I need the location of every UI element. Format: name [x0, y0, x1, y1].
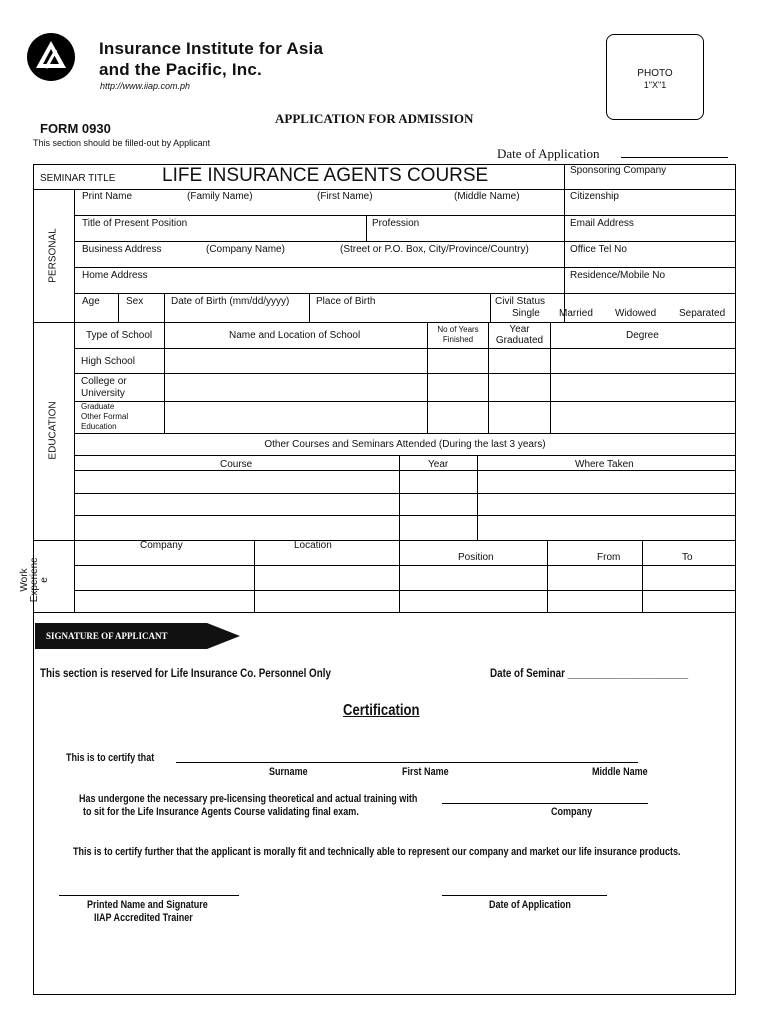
- rule: [366, 215, 367, 241]
- rule: [33, 322, 736, 323]
- form-frame: [33, 164, 736, 995]
- rule: [33, 189, 736, 190]
- rule: [74, 322, 75, 540]
- org-url: http://www.iiap.com.ph: [100, 81, 191, 91]
- age-label[interactable]: Age: [82, 296, 100, 307]
- iiap-logo: [26, 32, 76, 82]
- dob-label[interactable]: Date of Birth (mm/dd/yyyy): [171, 296, 290, 307]
- personal-section-label: PERSONAL: [47, 228, 59, 283]
- graduate-line3: Education: [81, 422, 117, 431]
- rule: [399, 455, 400, 540]
- year-header: Year: [428, 459, 449, 470]
- citizenship-label[interactable]: Citizenship: [570, 191, 619, 202]
- year-graduated-line1: Year: [509, 324, 530, 335]
- work-from-header: From: [597, 552, 621, 563]
- work-label-line1: Work: [19, 568, 30, 592]
- certify-that-label: This is to certify that: [66, 752, 155, 764]
- rule: [477, 455, 478, 540]
- profession-label[interactable]: Profession: [372, 218, 420, 229]
- rule: [33, 540, 736, 541]
- office-tel-label[interactable]: Office Tel No: [570, 244, 627, 255]
- middle-name-label: (Middle Name): [454, 191, 520, 202]
- org-name-line1: Insurance Institute for Asia: [99, 39, 324, 58]
- name-location-header: Name and Location of School: [229, 330, 361, 341]
- rule: [254, 540, 255, 612]
- surname-label: Surname: [269, 766, 308, 778]
- work-location-header: Location: [294, 540, 332, 551]
- cert-first-name-label: First Name: [402, 766, 449, 778]
- date-of-application-line[interactable]: [621, 157, 728, 158]
- course-title: LIFE INSURANCE AGENTS COURSE: [162, 165, 489, 186]
- work-label-line2: Experienc: [29, 557, 40, 603]
- graduate-line1: Graduate: [81, 402, 115, 411]
- work-to-header: To: [682, 552, 693, 563]
- street-label: (Street or P.O. Box, City/Province/Country): [340, 244, 529, 255]
- rule: [74, 189, 75, 322]
- trainer-label: IIAP Accredited Trainer: [94, 912, 193, 924]
- civil-married-option[interactable]: Married: [559, 308, 593, 319]
- other-courses-header: Other Courses and Seminars Attended (During the last 3 years): [264, 439, 546, 450]
- rule: [74, 348, 736, 349]
- rule: [74, 565, 736, 566]
- print-name-label[interactable]: Print Name: [82, 191, 133, 202]
- year-graduated-header: [489, 324, 550, 346]
- org-name-line2: and the Pacific, Inc.: [99, 60, 262, 79]
- rule: [642, 540, 643, 612]
- first-name-label: (First Name): [317, 191, 373, 202]
- rule: [74, 455, 736, 456]
- rule: [399, 540, 400, 612]
- rule: [74, 493, 736, 494]
- residence-mobile-label[interactable]: Residence/Mobile No: [570, 270, 666, 281]
- graduate-label: [81, 402, 128, 432]
- photo-size: 1"X"1: [643, 80, 667, 90]
- rule: [74, 515, 736, 516]
- family-name-label: (Family Name): [187, 191, 253, 202]
- rule: [74, 241, 736, 242]
- rule: [164, 322, 165, 433]
- where-taken-header: Where Taken: [575, 459, 634, 470]
- date-of-application-label: Date of Application: [497, 146, 600, 161]
- rule: [74, 401, 736, 402]
- rule: [74, 373, 736, 374]
- rule: [74, 293, 736, 294]
- photo-box[interactable]: [606, 34, 704, 120]
- rule: [309, 293, 310, 322]
- civil-status-label: Civil Status: [495, 296, 546, 307]
- work-company-header: Company: [140, 540, 183, 551]
- certify-further: This is to certify further that the applicant is morally fit and technically able to represent our company and market our life insurance products.: [73, 846, 681, 858]
- work-section-label: [20, 552, 60, 608]
- reserved-note: This section is reserved for Life Insurance Co. Personnel Only: [40, 666, 331, 680]
- title-position-label[interactable]: Title of Present Position: [82, 218, 188, 229]
- rule: [550, 322, 551, 433]
- cert-middle-name-label: Middle Name: [592, 766, 648, 778]
- rule: [74, 433, 736, 434]
- graduate-line2: Other Formal: [81, 412, 129, 421]
- rule: [547, 540, 548, 612]
- home-address-label[interactable]: Home Address: [82, 270, 148, 281]
- cert-date-line[interactable]: [442, 895, 607, 896]
- form-note: This section should be filled-out by Applicant: [33, 138, 211, 148]
- company-name-label: (Company Name): [206, 244, 285, 255]
- sex-label[interactable]: Sex: [126, 296, 144, 307]
- year-graduated-line2: Graduated: [495, 335, 544, 346]
- work-label-line3: e: [39, 577, 50, 583]
- rule: [74, 540, 75, 612]
- education-section-label: EDUCATION: [47, 401, 59, 460]
- rule: [118, 293, 119, 322]
- degree-header: Degree: [626, 330, 659, 341]
- business-address-label[interactable]: Business Address: [82, 244, 162, 255]
- rule: [33, 612, 736, 613]
- years-finished-line1: No of Years: [437, 325, 479, 334]
- email-label[interactable]: Email Address: [570, 218, 634, 229]
- certify-name-line[interactable]: [176, 762, 638, 763]
- rule: [74, 267, 736, 268]
- rule: [74, 470, 736, 471]
- date-of-seminar[interactable]: Date of Seminar ______________________: [490, 666, 689, 680]
- sponsoring-company-label[interactable]: Sponsoring Company: [570, 165, 667, 176]
- rule: [164, 293, 165, 322]
- work-position-header: Position: [458, 552, 494, 563]
- college-line1: College or: [81, 376, 127, 387]
- years-finished-line2: Finished: [442, 335, 474, 344]
- printed-name-label: Printed Name and Signature: [87, 899, 208, 911]
- signature-label[interactable]: SIGNATURE OF APPLICANT: [46, 631, 168, 641]
- course-header: Course: [220, 459, 253, 470]
- type-of-school-header: Type of School: [86, 330, 153, 341]
- cert-company-line[interactable]: [442, 803, 648, 804]
- rule: [490, 293, 491, 322]
- civil-single-option[interactable]: Single: [512, 308, 540, 319]
- civil-separated-option[interactable]: Separated: [679, 308, 726, 319]
- photo-label: PHOTO: [637, 68, 673, 79]
- seminar-title-label: SEMINAR TITLE: [40, 173, 116, 184]
- printed-name-line[interactable]: [59, 895, 239, 896]
- cert-date-label: Date of Application: [489, 899, 571, 911]
- form-number: FORM 0930: [40, 121, 111, 136]
- rule: [74, 215, 736, 216]
- high-school-label: High School: [81, 356, 135, 367]
- civil-widowed-option[interactable]: Widowed: [615, 308, 657, 319]
- college-label: [81, 376, 127, 400]
- certification-title: Certification: [343, 702, 420, 719]
- college-line2: University: [81, 388, 125, 399]
- rule: [74, 590, 736, 591]
- place-of-birth-label[interactable]: Place of Birth: [316, 296, 376, 307]
- rule: [564, 164, 565, 322]
- undergone-line2: to sit for the Life Insurance Agents Course validating final exam.: [83, 806, 359, 818]
- undergone-line1: Has undergone the necessary pre-licensing theoretical and actual training with: [79, 793, 418, 805]
- cert-company-label: Company: [551, 806, 593, 818]
- years-finished-header: [428, 325, 488, 345]
- form-title: APPLICATION FOR ADMISSION: [275, 111, 474, 126]
